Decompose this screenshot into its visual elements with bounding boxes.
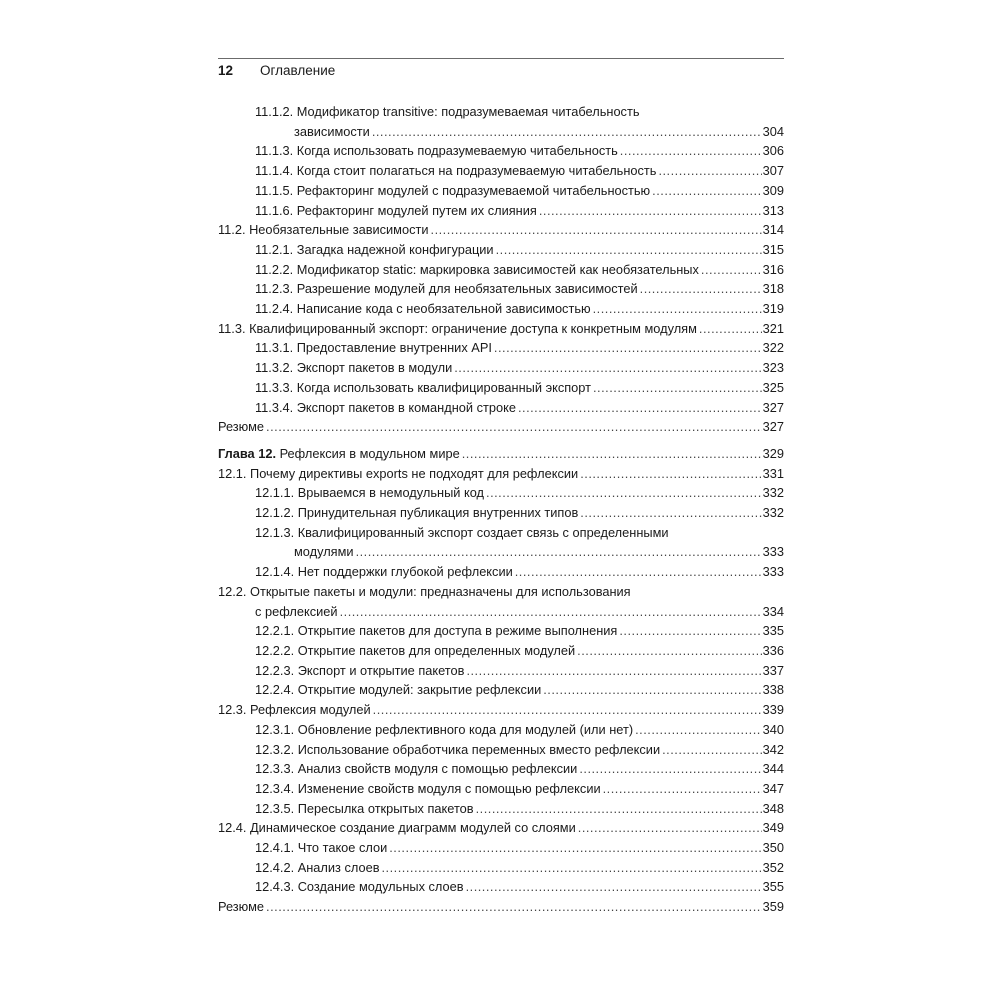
leader-dots (577, 641, 761, 661)
leader-dots (372, 122, 762, 142)
toc-page-number: 315 (762, 241, 784, 257)
toc-page-number: 347 (762, 780, 784, 796)
leader-dots (640, 279, 762, 299)
toc-entry-title: 11.3.4. Экспорт пакетов в командной строке (255, 399, 516, 415)
toc-entry (218, 759, 784, 779)
leader-dots (454, 358, 761, 378)
leader-dots (496, 240, 762, 260)
toc-entry-title: 12.3. Рефлексия модулей (218, 702, 371, 718)
toc-entry (218, 897, 784, 917)
leader-dots (340, 602, 762, 622)
leader-dots (466, 661, 761, 681)
toc-entry-title: 12.4. Динамическое создание диаграмм модулей со слоями (218, 820, 576, 836)
leader-dots (658, 161, 761, 181)
chapter-title: Рефлексия в модульном мире (276, 445, 460, 461)
toc-entry-title-cont: зависимости (294, 123, 370, 139)
toc-entry (218, 877, 784, 897)
toc-page-number: 327 (762, 419, 784, 435)
toc-entry-title: 12.2.2. Открытие пакетов для определенных модулей (255, 642, 576, 658)
toc-entry-title: 11.1.5. Рефакторинг модулей с подразумеваемой читабельностью (255, 182, 651, 198)
toc-entry (218, 641, 784, 661)
toc-page-number: 329 (762, 445, 784, 461)
toc-entry (218, 523, 784, 562)
toc-entry (218, 141, 784, 161)
toc-entry (218, 181, 784, 201)
leader-dots (619, 621, 761, 641)
toc-entry-title: 12.3.3. Анализ свойств модуля с помощью рефлексии (255, 761, 578, 777)
leader-dots (431, 220, 762, 240)
toc-entry (218, 700, 784, 720)
page-number: 12 (218, 63, 234, 78)
toc-page-number: 325 (762, 379, 784, 395)
toc-entry (218, 378, 784, 398)
toc-page-number: 332 (762, 485, 784, 501)
toc-entry-title: 12.3.1. Обновление рефлективного кода для модулей (или нет) (255, 721, 634, 737)
toc-page-number: 306 (762, 143, 784, 159)
toc-entry-title: 12.4.2. Анализ слоев (255, 859, 380, 875)
toc-entry (218, 338, 784, 358)
toc-entry-title: 11.3.3. Когда использовать квалифицированный экспорт (255, 379, 591, 395)
leader-dots (466, 877, 762, 897)
toc-entry-title: 12.3.5. Пересылка открытых пакетов (255, 800, 474, 816)
leader-dots (578, 818, 762, 838)
toc-page-number: 319 (762, 301, 784, 317)
toc-page-number: 344 (762, 761, 784, 777)
book-page (218, 58, 784, 917)
toc-page-number: 342 (762, 741, 784, 757)
toc-chapter-entry (218, 444, 784, 464)
toc-page-number: 350 (762, 840, 784, 856)
toc-entry (218, 398, 784, 418)
leader-dots (701, 260, 762, 280)
toc-entry (218, 483, 784, 503)
toc-page-number: 333 (762, 544, 784, 560)
toc-page-number: 331 (762, 465, 784, 481)
toc-page-number: 316 (762, 261, 784, 277)
toc-entry (218, 319, 784, 339)
toc-entry (218, 799, 784, 819)
leader-dots (580, 464, 761, 484)
toc-entry (218, 279, 784, 299)
toc-entry (218, 299, 784, 319)
toc-page-number: 334 (762, 603, 784, 619)
toc-entry-title: Резюме (218, 899, 265, 915)
toc-entry-title: 12.1.2. Принудительная публикация внутренних типов (255, 505, 579, 521)
leader-dots (382, 858, 762, 878)
leader-dots (579, 759, 761, 779)
toc-page-number: 322 (762, 340, 784, 356)
toc-entry-title: 12.4.1. Что такое слои (255, 840, 388, 856)
toc-page-number: 338 (762, 682, 784, 698)
leader-dots (486, 483, 762, 503)
table-of-contents (218, 102, 784, 917)
toc-page-number: 327 (762, 399, 784, 415)
toc-entry (218, 661, 784, 681)
leader-dots (603, 779, 762, 799)
leader-dots (539, 201, 762, 221)
leader-dots (266, 417, 762, 437)
leader-dots (635, 720, 762, 740)
toc-page-number: 337 (762, 662, 784, 678)
toc-entry (218, 240, 784, 260)
toc-entry-title: 12.2. Открытые пакеты и модули: предназначены для использования (218, 583, 631, 599)
leader-dots (662, 740, 762, 760)
leader-dots (593, 299, 762, 319)
toc-entry-title: 12.2.3. Экспорт и открытие пакетов (255, 662, 465, 678)
toc-page-number: 321 (762, 320, 784, 336)
leader-dots (699, 319, 762, 339)
toc-entry (218, 102, 784, 141)
toc-page-number: 336 (762, 642, 784, 658)
toc-entry-title: 11.2.3. Разрешение модулей для необязательных зависимостей (255, 281, 638, 297)
toc-entry-title: 12.3.2. Использование обработчика переменных вместо рефлексии (255, 741, 661, 757)
leader-dots (620, 141, 762, 161)
toc-entry (218, 838, 784, 858)
toc-page-number: 349 (762, 820, 784, 836)
toc-entry (218, 582, 784, 621)
leader-dots (266, 897, 762, 917)
running-header (218, 59, 784, 87)
toc-page-number: 335 (762, 623, 784, 639)
toc-entry-title: 11.2.4. Написание кода с необязательной зависимостью (255, 301, 591, 317)
toc-entry-title: 11.3.2. Экспорт пакетов в модули (255, 360, 453, 376)
toc-page-number: 340 (762, 721, 784, 737)
toc-entry-title: 11.2.2. Модификатор static: маркировка зависимостей как необязательных (255, 261, 699, 277)
leader-dots (356, 542, 762, 562)
toc-entry (218, 720, 784, 740)
toc-page-number: 314 (762, 222, 784, 238)
toc-entry (218, 779, 784, 799)
leader-dots (389, 838, 761, 858)
toc-entry-title: 12.3.4. Изменение свойств модуля с помощью рефлексии (255, 780, 601, 796)
toc-entry-title: 11.3. Квалифицированный экспорт: ограничение доступа к конкретным модулям (218, 320, 697, 336)
toc-entry (218, 201, 784, 221)
toc-entry (218, 417, 784, 437)
toc-page-number: 307 (762, 163, 784, 179)
leader-dots (373, 700, 762, 720)
toc-entry (218, 818, 784, 838)
toc-entry-title: 11.1.3. Когда использовать подразумеваемую читабельность (255, 143, 618, 159)
toc-entry (218, 220, 784, 240)
toc-entry-title-cont: модулями (294, 544, 354, 560)
toc-entry-title: 11.1.4. Когда стоит полагаться на подразумеваемую читабельность (255, 163, 657, 179)
running-title: Оглавление (260, 63, 336, 78)
toc-entry (218, 562, 784, 582)
toc-entry (218, 740, 784, 760)
toc-entry (218, 621, 784, 641)
toc-page-number: 333 (762, 564, 784, 580)
toc-page-number: 359 (762, 899, 784, 915)
toc-page-number: 339 (762, 702, 784, 718)
toc-entry-title: 12.1.3. Квалифицированный экспорт создает связь с определенными (255, 524, 669, 540)
toc-entry-title: 11.3.1. Предоставление внутренних API (255, 340, 492, 356)
leader-dots (462, 444, 762, 464)
leader-dots (580, 503, 761, 523)
toc-entry (218, 858, 784, 878)
leader-dots (652, 181, 761, 201)
toc-entry (218, 503, 784, 523)
toc-entry (218, 680, 784, 700)
toc-entry-title-cont: с рефлексией (255, 603, 338, 619)
toc-entry-title: 12.1. Почему директивы exports не подходят для рефлексии (218, 465, 579, 481)
leader-dots (515, 562, 762, 582)
toc-entry-title: 12.1.1. Врываемся в немодульный код (255, 485, 485, 501)
toc-page-number: 313 (762, 202, 784, 218)
toc-page-number: 309 (762, 182, 784, 198)
leader-dots (476, 799, 762, 819)
leader-dots (518, 398, 762, 418)
leader-dots (494, 338, 762, 358)
toc-entry-title: 11.2. Необязательные зависимости (218, 222, 429, 238)
toc-entry-title: 11.2.1. Загадка надежной конфигурации (255, 241, 494, 257)
toc-entry-title: 12.2.1. Открытие пакетов для доступа в режиме выполнения (255, 623, 618, 639)
toc-entry-title: 11.1.2. Модификатор transitive: подразумеваемая читабельность (255, 104, 640, 119)
toc-page-number: 304 (762, 123, 784, 139)
toc-page-number: 348 (762, 800, 784, 816)
toc-entry-title: 11.1.6. Рефакторинг модулей путем их слияния (255, 202, 537, 218)
toc-page-number: 332 (762, 505, 784, 521)
toc-page-number: 318 (762, 281, 784, 297)
toc-page-number: 352 (762, 859, 784, 875)
toc-entry-title: Резюме (218, 419, 265, 435)
toc-entry-title: 12.2.4. Открытие модулей: закрытие рефлексии (255, 682, 542, 698)
chapter-label: Глава 12. (218, 445, 277, 461)
toc-entry-title: 12.1.4. Нет поддержки глубокой рефлексии (255, 564, 513, 580)
toc-entry-title: 12.4.3. Создание модульных слоев (255, 879, 464, 895)
chapter-gap (218, 437, 784, 444)
leader-dots (593, 378, 762, 398)
toc-entry (218, 358, 784, 378)
toc-page-number: 355 (762, 879, 784, 895)
toc-entry (218, 161, 784, 181)
toc-entry (218, 260, 784, 280)
toc-entry (218, 464, 784, 484)
leader-dots (543, 680, 761, 700)
toc-page-number: 323 (762, 360, 784, 376)
